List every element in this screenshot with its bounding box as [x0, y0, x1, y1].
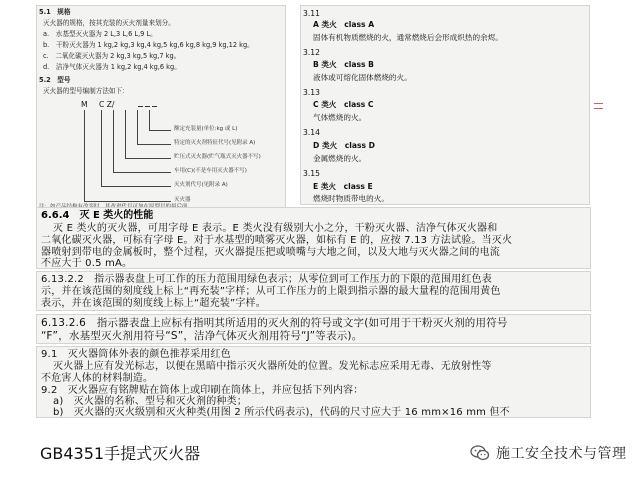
slide-caption: GB4351手提式灭火器: [40, 444, 201, 463]
watermark-text: 施工安全技术与管理: [496, 446, 627, 462]
model-code: M: [81, 100, 88, 109]
class-a-title: A 类火 class A: [313, 20, 375, 29]
class-e-title: E 类火 class E: [313, 182, 373, 191]
marking-line: 灭火器上应有发光标志，以便在黑暗中指示灭火器所处的位置。发光标志应采用无毒、无放射性等: [53, 361, 492, 372]
s51-item-c: c. 二氧化碳灭火器为 2 kg,3 kg,5 kg,7 kg。: [43, 52, 181, 60]
symbol-scan: [36, 314, 591, 344]
marking-line: 9.1 灭火器筒体外表的颜色推荐采用红色: [41, 349, 231, 360]
model-label-capacity: 额定充装量(单位:kg 或 L): [174, 126, 238, 132]
class-d-desc: 金属燃烧的火。: [313, 154, 367, 163]
model-blanks: [137, 101, 158, 109]
s52-intro: 灭火器的型号编制方法如下：: [43, 87, 129, 95]
gauge-scan: [36, 271, 591, 311]
class-b-title: B 类火 class B: [313, 60, 374, 69]
class-a-desc: 固体有机物质燃烧的火，通常燃烧后会形成炽热的余烬。: [313, 33, 503, 42]
spec-scan: [36, 5, 286, 211]
s51-item-d: d. 洁净气体灭火器为 1 kg,2 kg,4 kg,6 kg。: [43, 63, 181, 71]
s52-title: 5.2 型号: [39, 76, 71, 84]
marking-scan: [36, 346, 591, 418]
s51-item-b: b. 干粉灭火器为 1 kg,2 kg,3 kg,4 kg,5 kg,6 kg,8 kg,9 kg,12 kg。: [43, 41, 254, 49]
accent-mark: [594, 108, 603, 109]
e-section-line: 灭 E 类火的灭火器，可用字母 E 表示。E 类火没有级别大小之分，干粉灭火器、洁净气体灭火器和: [53, 223, 498, 234]
wechat-icon: [470, 445, 490, 461]
model-letters: C Z/: [99, 100, 115, 109]
e-section-line: 器喷射到带电的金属板时，整个过程，灭火器提压把或喷嘴与大地之间，以及大地与灭火器之间的电流: [41, 247, 500, 258]
marking-line: a) 灭火器的名称、型号和灭火剂的种类；: [53, 396, 248, 407]
class-c-num: 3.13: [303, 88, 320, 97]
model-label-stored-pressure: 贮压式灭火器(贮气瓶式灭火器不写): [174, 154, 261, 160]
symbol-line: 6.13.2.6 指示器表盘上应标有指明其所适用的灭火剂的符号或文字(如可用于干粉灭火剂的用符号: [41, 317, 508, 329]
class-b-num: 3.12: [303, 48, 320, 57]
class-a-num: 3.11: [303, 9, 320, 18]
class-d-num: 3.14: [303, 128, 320, 137]
class-c-title: C 类火 class C: [313, 100, 374, 109]
s51-intro: 灭火器的规格，按其充装的灭火剂量来划分。: [43, 19, 175, 27]
gauge-line: 表示，并在该范围的刻度线上标上“超充装”字样。: [41, 298, 266, 309]
model-label-agent-feature: 特定的灭火剂特征代号(见附录 A): [174, 140, 256, 146]
model-label-vehicle: 车用(C)(不是车用灭火器不写): [174, 168, 247, 174]
marking-line: 9.2 灭火器应有铭牌贴在筒体上或印刷在筒体上，并应包括下列内容：: [41, 385, 364, 396]
e-section-heading: 6.6.4 灭 E 类火的性能: [41, 210, 154, 221]
s51-title: 5.1 规格: [39, 8, 71, 16]
accent-mark: [594, 103, 603, 104]
class-e-num: 3.15: [303, 169, 320, 178]
gauge-line: 示，并在该范围的刻度线上标上“再充装”字样；从可工作压力的上限到指示器的最大量程的范围用黄色: [41, 286, 501, 297]
model-label-extinguisher: 灭火器: [174, 197, 191, 203]
class-b-desc: 液体或可熔化固体燃烧的火。: [313, 73, 412, 82]
fire-classes-scan: [300, 5, 590, 205]
e-section-line: 二氧化碳灭火器，可标有字母 E。对于水基型的喷雾灭火器，如标有 E 的，应按 7.13 方法试验。当灭火: [41, 235, 513, 246]
gauge-line: 6.13.2.2 指示器表盘上可工作的压力范围用绿色表示；从零位到可工作压力的下限的范围用红色表: [41, 274, 492, 285]
marking-line: 不危害人体的材料制造。: [41, 373, 154, 384]
symbol-line: “F”，水基型灭火剂用符号“S”，洁净气体灭火剂用符号“J”等表示)。: [41, 330, 363, 342]
watermark: [470, 443, 627, 463]
s51-item-a: a. 水基型灭火器为 2 L,3 L,6 L,9 L。: [43, 30, 157, 38]
e-class-scan: [36, 207, 591, 269]
model-label-agent-code: 灭火剂代号(见附录 A): [174, 182, 228, 188]
e-section-line: 不应大于 0.5 mA。: [41, 258, 133, 269]
class-c-desc: 气体燃烧的火。: [313, 113, 367, 122]
class-e-desc: 燃烧时物质带电的火。: [313, 194, 389, 203]
marking-line: b) 灭火器的灭火级别和灭火种类(用图 2 所示代码表示)，代码的尺寸应大于 16 mm×16 mm 但不: [53, 407, 510, 418]
class-d-title: D 类火 class D: [313, 141, 375, 150]
